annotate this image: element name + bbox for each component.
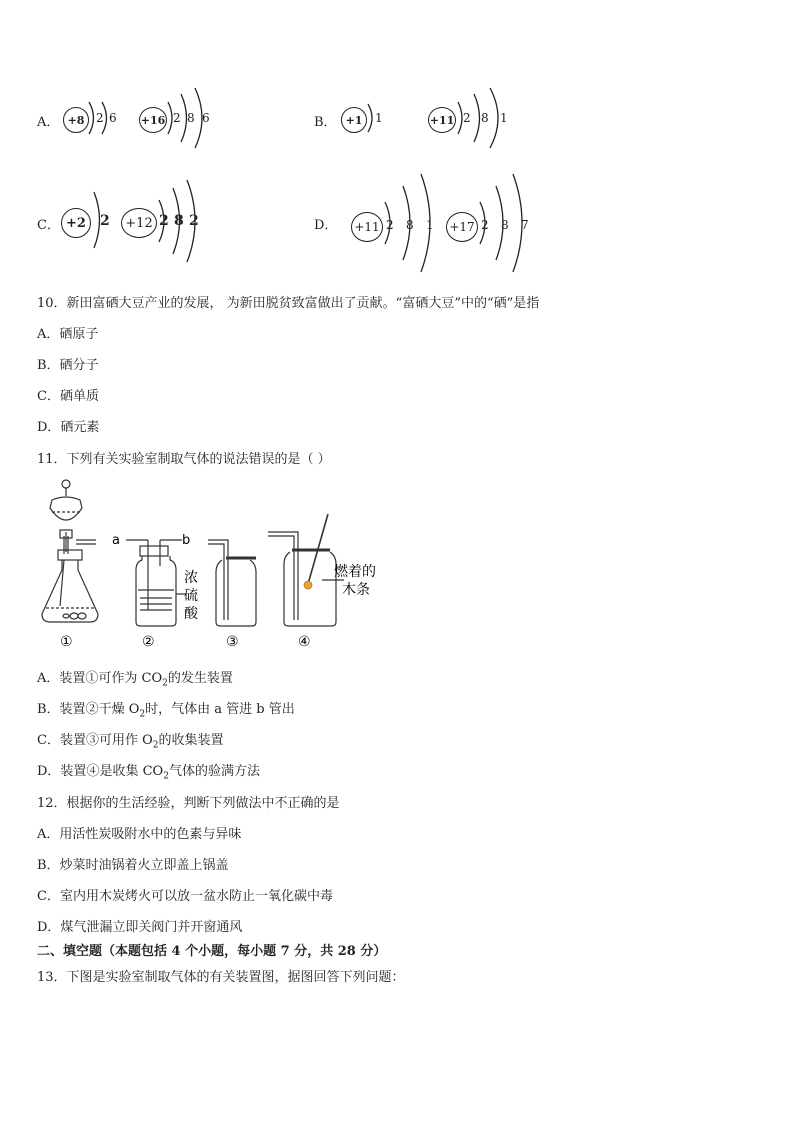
q10-option-a[interactable]: A．硒原子 xyxy=(37,327,99,342)
nucleus: +8 xyxy=(63,107,89,133)
section-title: 二、填空题（本题包括 4 个小题，每小题 7 分，共 28 分） xyxy=(37,944,387,959)
electron-count: 1 xyxy=(426,218,434,232)
electron-count: 8 xyxy=(187,111,195,125)
option-text: 是收集 CO xyxy=(99,764,164,779)
electron-count: 6 xyxy=(202,111,210,125)
q10-option-d[interactable]: D．硒元素 xyxy=(37,420,100,435)
acid-label: 浓 xyxy=(184,570,198,586)
nucleus: +12 xyxy=(121,208,157,238)
q10-stem: 10．新田富硒大豆产业的发展， 为新田脱贫致富做出了贡献。“富硒大豆”中的“硒”是指 xyxy=(37,296,540,311)
pipe-a-label: a xyxy=(112,533,120,548)
nucleus: +2 xyxy=(61,208,91,238)
stick-label: 木条 xyxy=(342,582,370,598)
q11-option-d[interactable] xyxy=(37,760,260,782)
q11-option-a[interactable] xyxy=(37,667,233,689)
electron-count: 2 xyxy=(100,213,110,229)
subscript: 2 xyxy=(152,740,159,751)
stick-label: 燃着的 xyxy=(334,564,376,580)
option-text: 的收集装置 xyxy=(158,733,224,748)
nucleus: +17 xyxy=(446,212,478,242)
circled-number: ① xyxy=(85,671,99,686)
nucleus: +11 xyxy=(351,212,383,242)
q13-stem: 13．下图是实验室制取气体的有关装置图，据图回答下列问题： xyxy=(37,970,405,985)
option-text: C．装置 xyxy=(37,733,86,748)
option-text: 可作为 CO xyxy=(98,671,163,686)
nucleus: +16 xyxy=(139,107,167,133)
electron-count: 8 xyxy=(481,111,489,125)
option-label: C． xyxy=(37,218,60,233)
electron-count: 1 xyxy=(500,111,508,125)
apparatus-1-flask xyxy=(42,480,98,622)
nucleus: +1 xyxy=(341,107,367,133)
acid-label: 硫 xyxy=(184,588,198,604)
apparatus-3-bottle xyxy=(208,540,256,626)
nucleus: +11 xyxy=(428,107,456,133)
electron-count: 2 xyxy=(463,111,471,125)
electron-count: 8 xyxy=(406,218,414,232)
electron-count: 2 xyxy=(386,218,394,232)
option-label: A． xyxy=(37,115,60,130)
subscript: 2 xyxy=(162,678,168,689)
q10-option-b[interactable]: B．硒分子 xyxy=(37,358,99,373)
electron-count: 1 xyxy=(375,111,383,125)
electron-shell-arcs xyxy=(86,100,126,138)
electron-count: 8 xyxy=(501,218,509,232)
apparatus-number: ① xyxy=(60,634,73,650)
option-text: 可用作 O xyxy=(98,733,153,748)
apparatus-number: ③ xyxy=(226,634,239,650)
q12-option-a[interactable]: A．用活性炭吸附水中的色素与异味 xyxy=(37,827,242,842)
electron-count: 8 xyxy=(174,213,184,229)
q11-apparatus-figure xyxy=(30,474,400,654)
option-text: A．装置 xyxy=(37,671,86,686)
q12-option-b[interactable]: B．炒菜时油锅着火立即盖上锅盖 xyxy=(37,858,229,873)
electron-count: 2 xyxy=(96,111,104,125)
apparatus-number: ② xyxy=(142,634,155,650)
apparatus-number: ④ xyxy=(298,634,311,650)
circled-number: ② xyxy=(85,702,99,717)
q11-stem: 11．下列有关实验室制取气体的说法错误的是（ ） xyxy=(37,452,331,467)
option-text: B．装置 xyxy=(37,702,86,717)
q12-option-c[interactable]: C．室内用木炭烤火可以放一盆水防止一氧化碳中毒 xyxy=(37,889,333,904)
electron-count: 2 xyxy=(159,213,169,229)
acid-label: 酸 xyxy=(184,606,198,622)
option-text: 时，气体由 a 管进 b 管出 xyxy=(145,702,295,717)
electron-count: 6 xyxy=(109,111,117,125)
pipe-b-label: b xyxy=(182,533,191,548)
option-label: D． xyxy=(314,218,338,233)
option-text: 的发生装置 xyxy=(167,671,233,686)
option-text: 干燥 O xyxy=(98,702,140,717)
option-text: 气体的验满方法 xyxy=(168,764,260,779)
apparatus-2-wash-bottle xyxy=(126,540,186,626)
q12-option-d[interactable]: D．煤气泄漏立即关阀门并开窗通风 xyxy=(37,920,243,935)
circled-number: ④ xyxy=(86,764,100,779)
circled-number: ③ xyxy=(85,733,99,748)
q10-option-c[interactable]: C．硒单质 xyxy=(37,389,99,404)
option-label: B． xyxy=(314,115,337,130)
subscript: 2 xyxy=(163,771,169,782)
q11-option-c[interactable] xyxy=(37,729,224,751)
apparatus-4-bottle xyxy=(268,514,344,626)
option-text: D．装置 xyxy=(37,764,87,779)
electron-count: 7 xyxy=(521,218,529,232)
q11-option-b[interactable] xyxy=(37,698,295,720)
electron-count: 2 xyxy=(481,218,489,232)
q12-stem: 12．根据你的生活经验，判断下列做法中不正确的是 xyxy=(37,796,340,811)
subscript: 2 xyxy=(139,709,146,720)
electron-count: 2 xyxy=(189,213,199,229)
flame-icon xyxy=(304,581,312,589)
electron-count: 2 xyxy=(173,111,181,125)
